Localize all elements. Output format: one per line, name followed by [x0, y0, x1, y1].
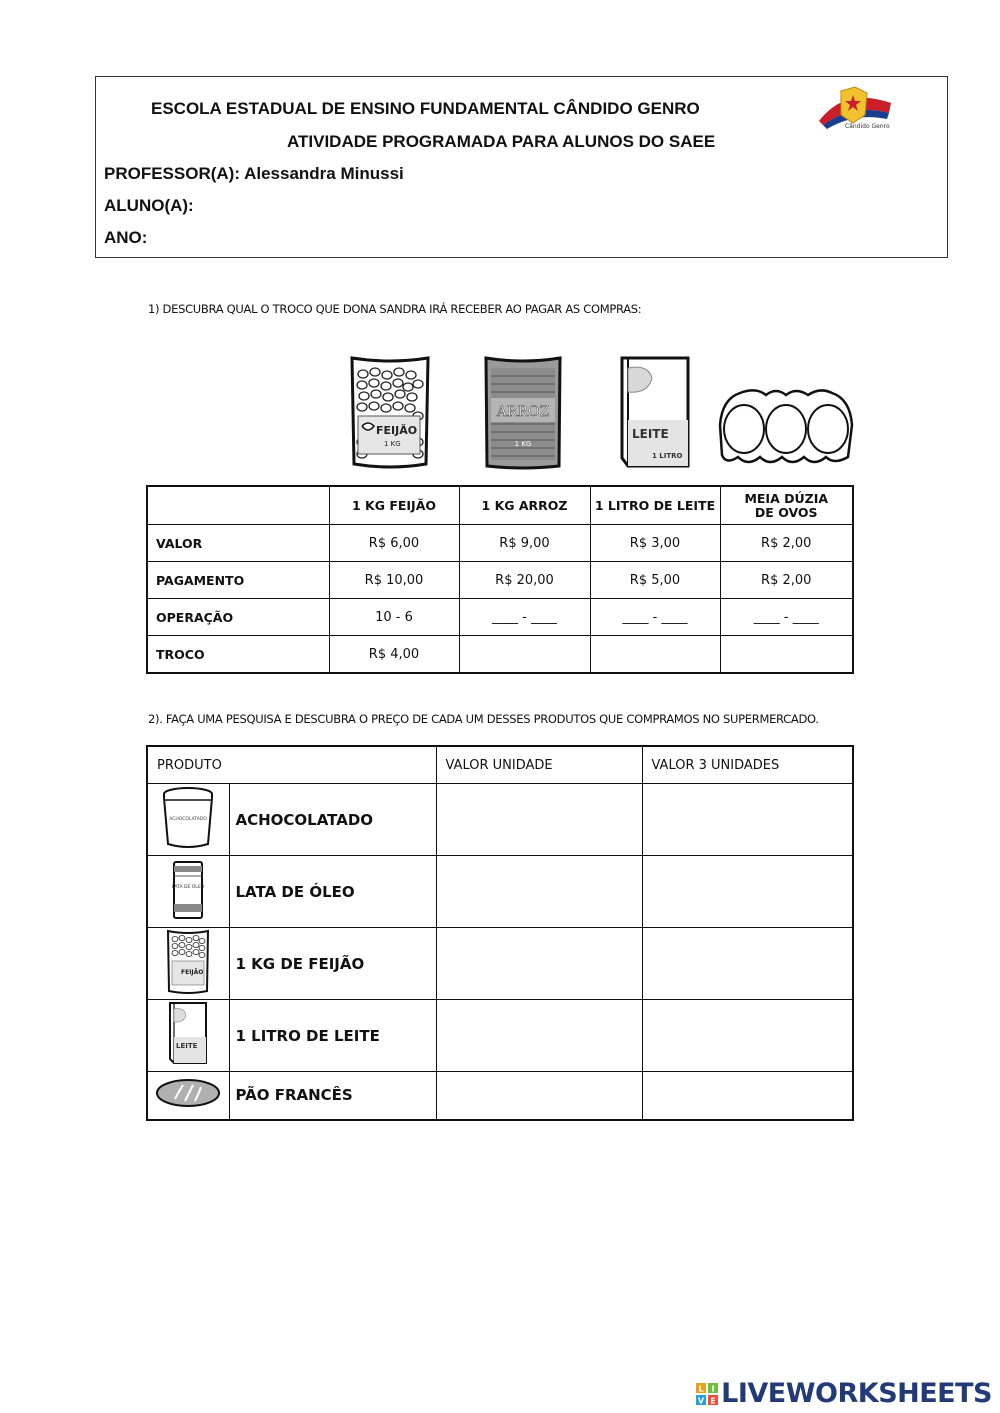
header-box: [95, 76, 948, 258]
bread-icon: [155, 1077, 221, 1109]
table-row: [147, 599, 853, 636]
table-cell: R$ 9,00: [459, 525, 590, 562]
unit-price-cell[interactable]: [436, 856, 642, 928]
question-1-text: 1) DESCUBRA QUAL O TROCO QUE DONA SANDRA IRÁ RECEBER AO PAGAR AS COMPRAS:: [148, 302, 642, 316]
product-icon-cell: [147, 928, 229, 1000]
milk-carton-icon: [618, 354, 692, 475]
svg-text:V: V: [698, 1396, 705, 1405]
table-cell: R$ 20,00: [459, 562, 590, 599]
column-header: 1 LITRO DE LEITE: [590, 486, 720, 525]
column-header: 1 KG ARROZ: [459, 486, 590, 525]
rice-bag-icon: [483, 354, 563, 475]
unit-price-cell[interactable]: [436, 1000, 642, 1072]
price-research-table: [146, 745, 854, 1121]
product-name: ACHOCOLATADO: [229, 784, 436, 856]
answer-input-cell[interactable]: [459, 636, 590, 674]
icon-text: FEIJÃO: [181, 968, 204, 976]
operation-input-cell[interactable]: ____ - ____: [590, 599, 720, 636]
egg-carton-icon: [716, 385, 856, 476]
column-header: VALOR 3 UNIDADES: [642, 746, 853, 784]
product-icon-cell: [147, 784, 229, 856]
table-cell: R$ 3,00: [590, 525, 720, 562]
table-row: [147, 525, 853, 562]
table-cell: R$ 6,00: [329, 525, 459, 562]
feijao-label: FEIJÃO: [376, 424, 418, 437]
product-icon-cell: [147, 1072, 229, 1120]
table-header-row: [147, 746, 853, 784]
unit-price-cell[interactable]: [436, 784, 642, 856]
table-row: [147, 562, 853, 599]
table-row: [147, 636, 853, 674]
feijao-weight: 1 KG: [384, 440, 401, 448]
arroz-label: ARROZ: [496, 404, 550, 420]
table-cell: R$ 4,00: [329, 636, 459, 674]
corner-cell: [147, 486, 329, 525]
product-icon-cell: [147, 1000, 229, 1072]
logo-text: Cândido Genro: [845, 123, 890, 130]
table-row: [147, 1000, 853, 1072]
bean-bag-icon: [166, 929, 210, 995]
leite-volume: 1 LITRO: [652, 452, 683, 460]
chocolate-powder-can-icon: [160, 786, 216, 850]
milk-carton-icon: [168, 1001, 208, 1067]
product-icon-cell: [147, 856, 229, 928]
school-logo: [811, 85, 896, 130]
three-units-price-cell[interactable]: [642, 1072, 853, 1120]
three-units-price-cell[interactable]: [642, 856, 853, 928]
unit-price-cell[interactable]: [436, 1072, 642, 1120]
bean-bag-icon: [348, 354, 432, 475]
answer-input-cell[interactable]: [720, 636, 853, 674]
table-cell: R$ 2,00: [720, 562, 853, 599]
question-2-text: 2). FAÇA UMA PESQUISA E DESCUBRA O PREÇO DE CADA UM DESSES PRODUTOS QUE COMPRAMOS NO SUPERMERCADO.: [148, 712, 819, 726]
icon-text: LATA DE ÓLEO: [172, 884, 205, 890]
arroz-weight: 1 KG: [514, 440, 532, 448]
icon-text: ACHOCOLATADO: [169, 816, 208, 822]
table-cell: 10 - 6: [329, 599, 459, 636]
product-name: PÃO FRANCÊS: [229, 1072, 436, 1120]
student-line: ALUNO(A):: [104, 196, 194, 215]
svg-text:L: L: [698, 1384, 704, 1393]
table-row: [147, 784, 853, 856]
table-row: [147, 1072, 853, 1120]
school-name: ESCOLA ESTADUAL DE ENSINO FUNDAMENTAL CÂNDIDO GENRO: [151, 99, 700, 118]
liveworksheets-brand[interactable]: [695, 1378, 992, 1409]
operation-input-cell[interactable]: ____ - ____: [720, 599, 853, 636]
leite-label: LEITE: [632, 427, 669, 441]
three-units-price-cell[interactable]: [642, 1000, 853, 1072]
row-label: TROCO: [147, 636, 329, 674]
three-units-price-cell[interactable]: [642, 784, 853, 856]
table-row: [147, 928, 853, 1000]
product-name: 1 LITRO DE LEITE: [229, 1000, 436, 1072]
row-label: OPERAÇÃO: [147, 599, 329, 636]
svg-text:E: E: [710, 1396, 716, 1405]
table-row: [147, 856, 853, 928]
table-cell: R$ 10,00: [329, 562, 459, 599]
year-line: ANO:: [104, 228, 148, 247]
product-name: 1 KG DE FEIJÃO: [229, 928, 436, 1000]
row-label: VALOR: [147, 525, 329, 562]
brand-name: LIVEWORKSHEETS: [721, 1378, 992, 1409]
row-label: PAGAMENTO: [147, 562, 329, 599]
column-header: MEIA DÚZIA DE OVOS: [720, 486, 853, 525]
column-header: VALOR UNIDADE: [436, 746, 642, 784]
operation-input-cell[interactable]: ____ - ____: [459, 599, 590, 636]
column-header: PRODUTO: [147, 746, 436, 784]
oil-can-icon: [171, 858, 205, 922]
answer-input-cell[interactable]: [590, 636, 720, 674]
activity-title: ATIVIDADE PROGRAMADA PARA ALUNOS DO SAEE: [287, 132, 716, 151]
product-name: LATA DE ÓLEO: [229, 856, 436, 928]
column-header: 1 KG FEIJÃO: [329, 486, 459, 525]
table-header-row: [147, 486, 853, 525]
table-cell: R$ 2,00: [720, 525, 853, 562]
teacher-line: PROFESSOR(A): Alessandra Minussi: [104, 164, 404, 183]
table-cell: R$ 5,00: [590, 562, 720, 599]
three-units-price-cell[interactable]: [642, 928, 853, 1000]
svg-text:I: I: [711, 1384, 715, 1393]
change-table: [146, 485, 854, 674]
liveworksheets-logo-icon: [695, 1382, 719, 1406]
icon-text: LEITE: [176, 1041, 198, 1050]
unit-price-cell[interactable]: [436, 928, 642, 1000]
